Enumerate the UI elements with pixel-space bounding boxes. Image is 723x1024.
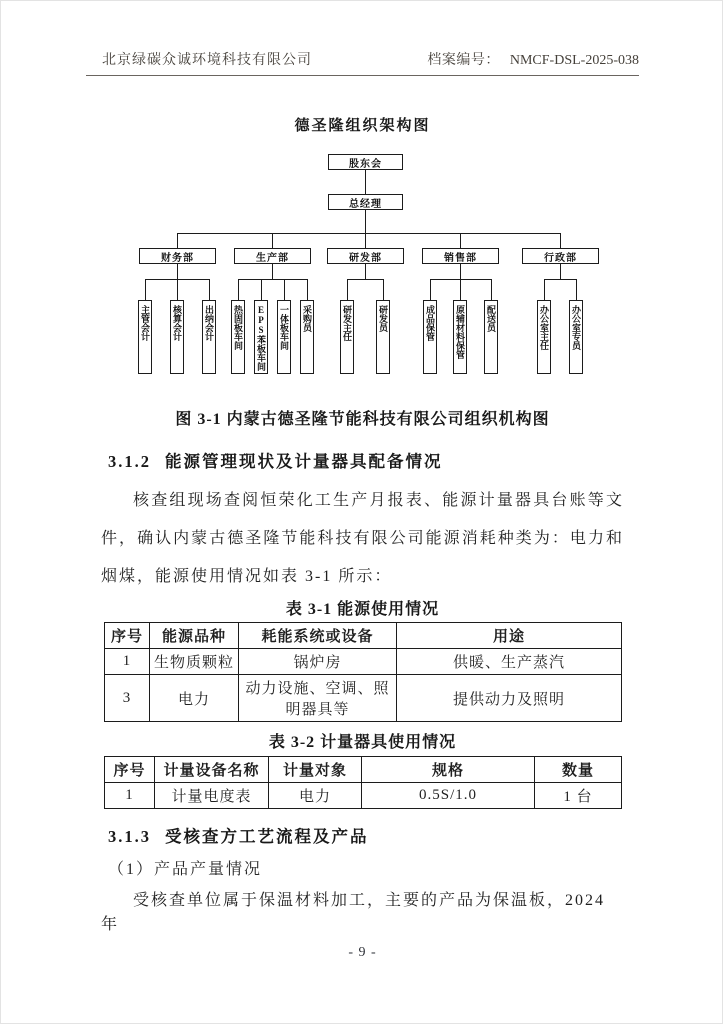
connector-line (145, 279, 146, 300)
connector-line (576, 279, 577, 300)
connector-line (365, 170, 366, 194)
org-role-office-director: 办公室主任 (537, 300, 551, 374)
org-role-panel-workshop: 一体板车间 (277, 300, 291, 374)
connector-line (430, 279, 431, 300)
section-number: 3.1.2 (108, 452, 151, 471)
connector-line (560, 233, 561, 248)
connector-line (544, 279, 545, 300)
file-number-value: NMCF-DSL-2025-038 (509, 53, 639, 68)
table-header-row (105, 623, 622, 649)
connector-line (544, 279, 577, 280)
org-dept-rnd: 研发部 (327, 248, 404, 264)
connector-line (284, 279, 285, 300)
connector-line (347, 279, 384, 280)
org-box-general-manager: 总经理 (328, 194, 403, 210)
col-header: 序号 (105, 623, 150, 649)
figure-caption: 图 3-1 内蒙古德圣隆节能科技有限公司组织机构图 (175, 411, 550, 428)
cell: 电力 (269, 783, 362, 809)
org-dept-sales: 销售部 (422, 248, 499, 264)
connector-line (347, 279, 348, 300)
connector-line (177, 279, 178, 300)
org-role-thermoset-workshop: 热固板车间 (231, 300, 245, 374)
table31-title: 表 3-1 能源使用情况 (285, 601, 440, 618)
section-title: 受核查方工艺流程及产品 (165, 827, 369, 846)
org-chart (101, 111, 624, 381)
cell: 锅炉房 (239, 649, 397, 675)
page-number: - 9 - (348, 945, 377, 960)
cell: 1 (105, 649, 150, 675)
org-box-shareholders: 股东会 (328, 154, 403, 170)
section-title: 能源管理现状及计量器具配备情况 (165, 452, 443, 471)
col-header: 序号 (105, 757, 155, 783)
connector-line (430, 279, 492, 280)
connector-line (209, 279, 210, 300)
org-role-product-keeper: 成品保管 (423, 300, 437, 374)
org-role-office-specialist: 办公室专员 (569, 300, 583, 374)
connector-line (177, 233, 178, 248)
body-paragraph-2: 受核查单位属于保温材料加工，主要的产品为保温板，2024 年 (101, 892, 606, 933)
cell: 1 (105, 783, 155, 809)
paragraph-line: 核查组现场查阅恒荣化工生产月报表、能源计量器具台账等文 (133, 492, 624, 509)
connector-line (177, 264, 178, 279)
energy-use-table (104, 622, 622, 722)
org-role-eps-workshop: EPS苯板车间 (254, 300, 268, 374)
connector-line (307, 279, 308, 300)
list-item-1: （1）产品产量情况 (108, 861, 263, 878)
connector-line (491, 279, 492, 300)
org-chart-title: 德圣隆组织架构图 (294, 118, 431, 134)
org-role-cashier: 出纳会计 (202, 300, 216, 374)
connector-line (272, 264, 273, 279)
org-role-rnd-director: 研发主任 (340, 300, 354, 374)
org-role-chief-accountant: 主管会计 (138, 300, 152, 374)
section-number: 3.1.3 (108, 827, 151, 846)
col-header: 耗能系统或设备 (239, 623, 397, 649)
connector-line (177, 233, 561, 234)
connector-line (238, 279, 239, 300)
col-header: 计量设备名称 (155, 757, 269, 783)
org-role-accounting: 核算会计 (170, 300, 184, 374)
col-header: 规格 (362, 757, 535, 783)
page-header (86, 49, 639, 76)
connector-line (261, 279, 262, 300)
cell: 提供动力及照明 (397, 675, 622, 722)
connector-line (272, 233, 273, 248)
cell: 电力 (150, 675, 239, 722)
org-role-delivery: 配送员 (484, 300, 498, 374)
table-row (105, 783, 622, 809)
table-row (105, 675, 622, 722)
connector-line (383, 279, 384, 300)
header-company-name: 北京绿碳众诚环境科技有限公司 (102, 53, 312, 68)
paragraph-line: 烟煤，能源使用情况如表 3-1 所示： (101, 568, 393, 585)
connector-line (365, 210, 366, 233)
body-paragraph-1 (101, 482, 624, 596)
table-header-row (105, 757, 622, 783)
connector-line (460, 279, 461, 300)
org-role-rnd-staff: 研发员 (376, 300, 390, 374)
connector-line (560, 264, 561, 279)
cell: 供暖、生产蒸汽 (397, 649, 622, 675)
connector-line (238, 279, 308, 280)
org-dept-admin: 行政部 (522, 248, 599, 264)
connector-line (365, 233, 366, 248)
connector-line (365, 264, 366, 279)
section-heading-312 (108, 448, 443, 472)
col-header: 数量 (535, 757, 622, 783)
org-dept-finance: 财务部 (139, 248, 216, 264)
cell: 1 台 (535, 783, 622, 809)
table-row (105, 649, 622, 675)
col-header: 计量对象 (269, 757, 362, 783)
col-header: 用途 (397, 623, 622, 649)
header-file-number (427, 49, 639, 69)
section-heading-313 (108, 823, 369, 847)
file-number-label: 档案编号： (427, 53, 500, 68)
cell: 计量电度表 (155, 783, 269, 809)
org-dept-production: 生产部 (234, 248, 311, 264)
cell: 动力设施、空调、照明器具等 (239, 675, 397, 722)
paragraph-line: 件，确认内蒙古德圣隆节能科技有限公司能源消耗种类为：电力和 (101, 530, 624, 547)
cell: 生物质颗粒 (150, 649, 239, 675)
cell: 3 (105, 675, 150, 722)
connector-line (460, 264, 461, 279)
cell: 0.5S/1.0 (362, 783, 535, 809)
table32-title: 表 3-2 计量器具使用情况 (268, 734, 457, 751)
org-role-material-keeper: 原辅材料保管 (453, 300, 467, 374)
metering-device-table (104, 756, 622, 809)
connector-line (460, 233, 461, 248)
col-header: 能源品种 (150, 623, 239, 649)
org-role-purchaser: 采购员 (300, 300, 314, 374)
